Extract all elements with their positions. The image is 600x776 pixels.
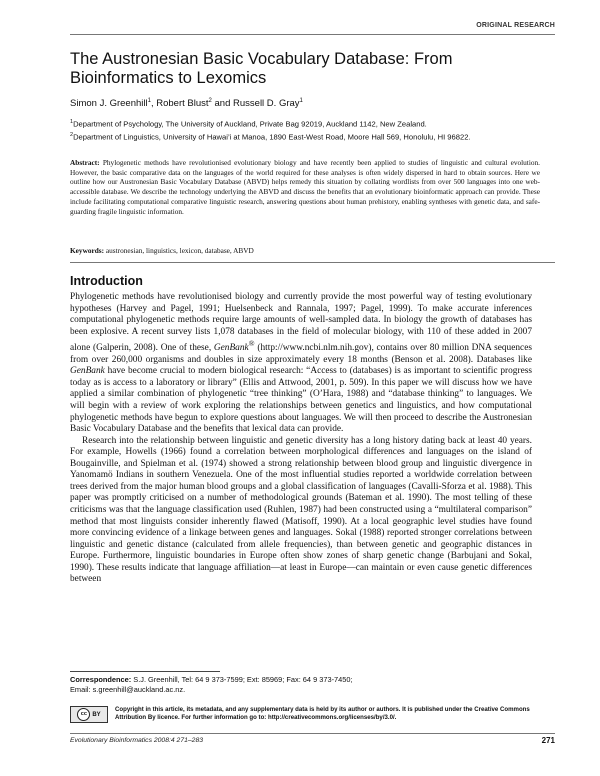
author-separator: and xyxy=(211,98,234,110)
affiliations xyxy=(70,117,540,142)
author-name: Simon J. Greenhill xyxy=(70,98,148,110)
author-list xyxy=(70,98,303,109)
genbank-term: GenBank xyxy=(213,343,249,354)
affiliation-ref: 1 xyxy=(70,119,74,125)
abstract-text: Phylogenetic methods have revolutionised evolutionary biology and have recently been applied to studies of linguistic and cultural evolution. However, the basic comparative data on the languages of the world required for these analyses is often widely dispersed in hard to obtain sources. Here we outline how our Austronesian Basic Vocabulary Database (ABVD) helps remedy this situation by collating wordlists from over 500 languages into one web-accessible database. We describe the technology underlying the ABVD and discuss the benefits that an evolutionary bioinformatic approach can provide. These include facilitating computational comparative linguistic research, answering questions about human prehistory, enabling syntheses with genetic data, and safe-guarding fragile linguistic information. xyxy=(70,158,540,216)
affiliation xyxy=(70,117,540,130)
affiliation xyxy=(70,130,540,143)
paragraph-text: Phylogenetic methods have revolutionised biology and currently provide the most powerful way of testing evolutionary hypotheses (Harvey and Pagel, 1991; Huelsenbeck and Rannala, 1997; Pagel, 1999). To make accurate inferences computational phylogenetic methods require large amounts of well-sampled data. In biology the growth of databases has been explosive. A recent survey lists 1,078 databases in the field of molecular biology, with 110 of these added in 2007 alone (Galperin, 2008). One of these, xyxy=(70,292,532,354)
creative-commons-badge xyxy=(70,706,108,723)
keywords-text: austronesian, linguistics, lexicon, database, ABVD xyxy=(105,246,254,255)
correspondence-contact: S.J. Greenhill, Tel: 64 9 373-7599; Ext: 85969; Fax: 64 9 373-7450; xyxy=(133,675,353,684)
header-rule xyxy=(70,34,555,35)
affiliation-ref: 2 xyxy=(70,131,74,138)
section-label: ORIGINAL RESEARCH xyxy=(476,22,555,29)
author-separator: , xyxy=(150,98,157,110)
page-number: 271 xyxy=(541,736,555,745)
author-affil-ref: 2 xyxy=(208,98,212,104)
genbank-term: GenBank xyxy=(70,366,105,377)
footer-rule xyxy=(70,733,555,734)
footnote-rule xyxy=(70,671,220,672)
author-affil-ref: 1 xyxy=(147,98,151,104)
correspondence xyxy=(70,675,540,695)
correspondence-email: Email: s.greenhill@auckland.ac.nz. xyxy=(70,685,186,694)
paragraph-text: (http://www.ncbi.nlm.nih.gov), contains over 80 million DNA sequences from over 260,000 organisms and doubles in size approximately every 18 months (Benson et al. 2008). Databases like xyxy=(70,343,532,365)
license-text: Copyright in this article, its metadata, and any supplementary data is held by its author or authors. It is published under the Creative Commons Attribution By licence. For further information go to: http://creativecommons.org/licenses/by/3.0/. xyxy=(115,706,530,721)
cc-by-label: BY xyxy=(92,711,101,718)
journal-citation: Evolutionary Bioinformatics 2008:4 271–283 xyxy=(70,737,204,744)
keywords xyxy=(70,246,540,255)
abstract-label: Abstract: xyxy=(70,158,100,167)
author-affil-ref: 1 xyxy=(299,98,303,104)
keywords-label: Keywords: xyxy=(70,246,105,255)
author-name: Russell D. Gray xyxy=(233,98,300,110)
body-text xyxy=(70,292,532,586)
affiliation-text: Department of Psychology, The University of Auckland, Private Bag 92019, Auckland 1142, New Zealand. xyxy=(73,119,427,129)
abstract xyxy=(70,158,540,216)
paragraph-text: have become crucial to modern biological research: “Access to (databases) is as important to scientific progress today as is access to a laboratory or library” (Ellis and Attwood, 2001, p. 509). In this paper we will discuss how we have applied a similar combination of phylogenetic “tree thinking” (O’Hara, 1988) and “database thinking” to languages. We will begin with a review of work exploring the relationships between genetics and linguistics, and how computational phylogenetic methods have begun to explore questions about languages. We will then proceed to describe the Austronesian Basic Vocabulary Database and the benefits that lexical data can provide. xyxy=(70,366,532,435)
paragraph: Research into the relationship between linguistic and genetic diversity has a long history dating back at least 40 years. For example, Howells (1966) found a correlation between morphological differences and languages on the island of Bougainville, and Spielman et al. (1974) showed a strong relationship between blood group and linguistic divergence in Yanomamö Indians in southern Venezuela. One of the most influential studies reported a worldwide correlation between trees derived from the major human blood groups and a global classification of languages (Cavalli-Sforza et al. 1988). This paper was promptly criticised on a number of methodological grounds (Bateman et al. 1990). The most telling of these criticisms was that the language classification used (Ruhlen, 1987) had been constructed using a “multilateral comparison” method that most linguists consider inherently flawed (Matisoff, 1990). At a local geographic level studies have found more convincing evidence of a linkage between genes and languages. Sokal (1988) reported stronger correlations between linguistic and genetic distance (calculated from allele frequencies), than between genetic and geographic distances in Europe. Furthermore, linguistic boundaries in Europe often show zones of sharp genetic change (Barbujani and Sokal, 1990). These results indicate that language affiliation—at least in Europe—can maintain or even cause genetic differences between xyxy=(70,435,532,585)
paragraph xyxy=(70,292,532,436)
registered-mark: ® xyxy=(248,339,255,349)
section-heading-introduction: Introduction xyxy=(70,274,143,288)
affiliation-text: Department of Linguistics, University of Hawai’i at Manoa, 1890 East-West Road, Moore Hall 569, Honolulu, HI 96822. xyxy=(73,132,471,142)
correspondence-label: Correspondence: xyxy=(70,675,132,684)
article-title: The Austronesian Basic Vocabulary Database: From Bioinformatics to Lexomics xyxy=(70,50,453,87)
keywords-rule xyxy=(70,262,555,263)
author-name: Robert Blust xyxy=(156,98,209,110)
cc-icon: cc xyxy=(77,708,90,721)
